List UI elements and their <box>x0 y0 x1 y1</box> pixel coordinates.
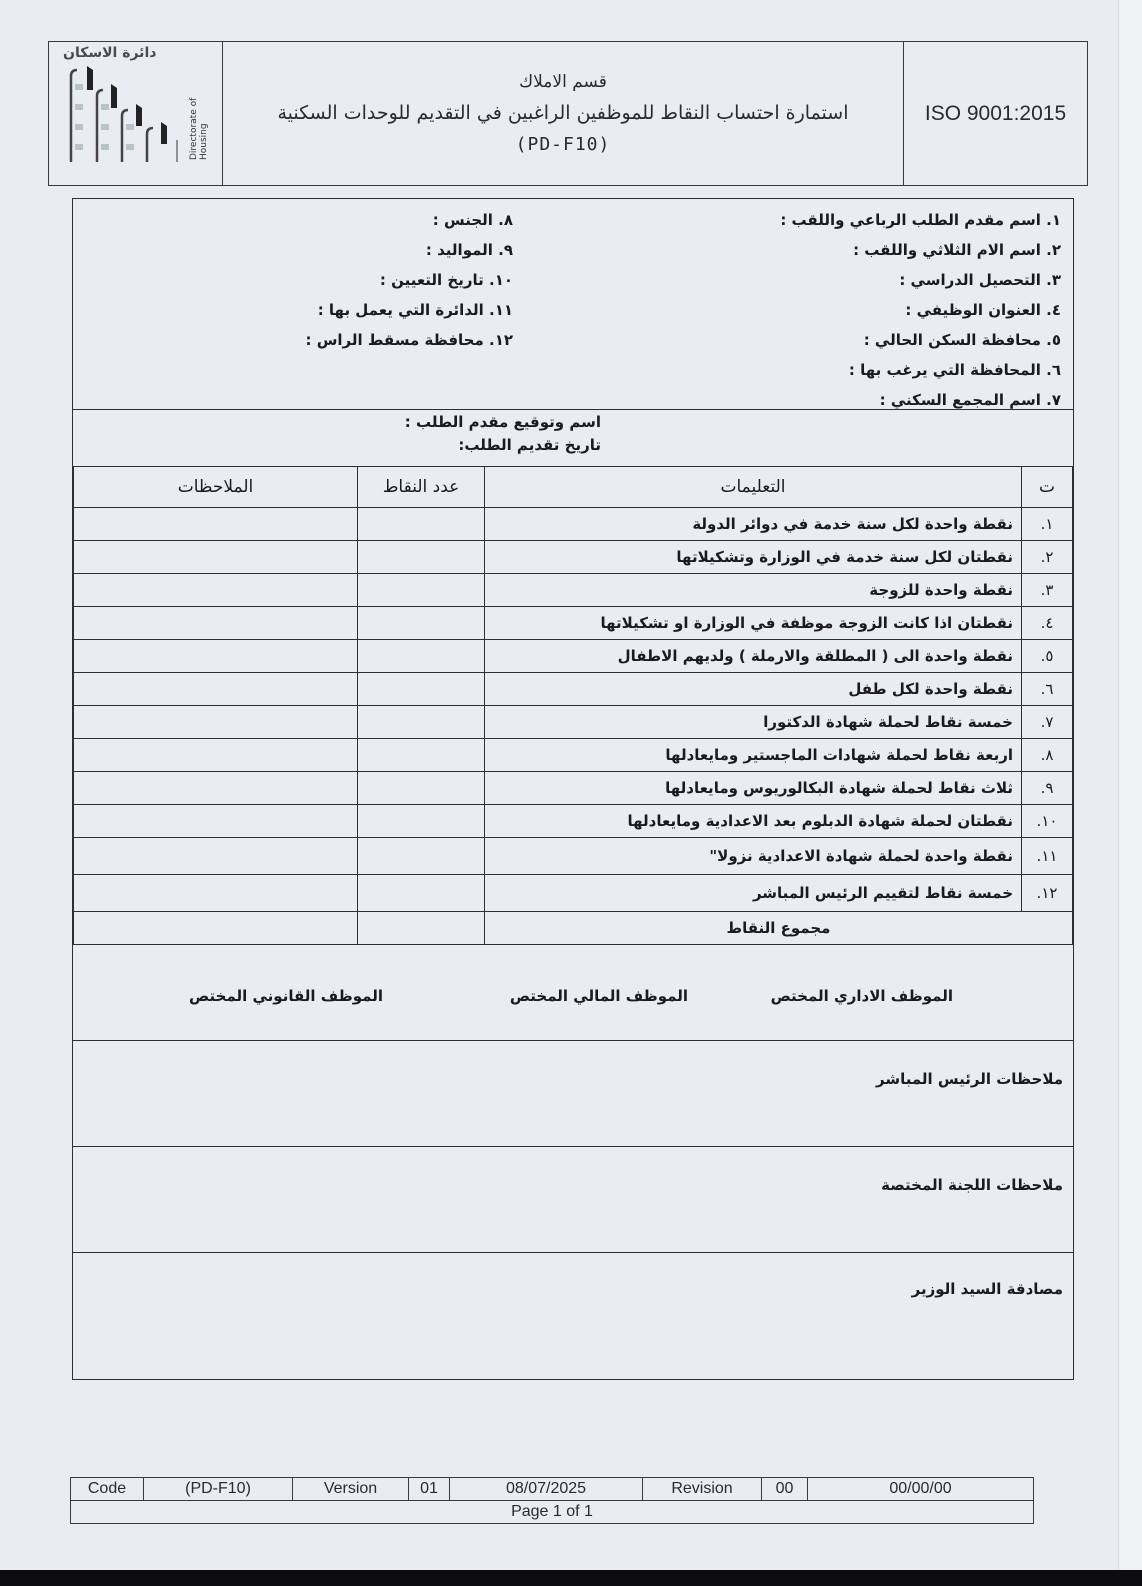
revision-date: 00/00/00 <box>808 1478 1034 1501</box>
field-submission-date[interactable]: تاريخ تقديم الطلب: <box>458 436 601 454</box>
row-instruction: نقطة واحدة لكل سنة خدمة في دوائر الدولة <box>485 508 1022 541</box>
row-points-cell[interactable] <box>358 640 485 673</box>
supervisor-notes-section[interactable] <box>73 1042 1073 1147</box>
row-points-cell[interactable] <box>358 772 485 805</box>
administrative-officer: الموظف الاداري المختص <box>770 987 953 1005</box>
department-name: قسم الاملاك <box>519 72 607 92</box>
row-instruction: نقطتان اذا كانت الزوجة موظفة في الوزارة او تشكيلاتها <box>485 607 1022 640</box>
row-points-cell[interactable] <box>358 838 485 875</box>
row-notes-cell[interactable] <box>74 673 358 706</box>
field-desired-governorate[interactable]: ٦. المحافظة التي يرغب بها : <box>848 361 1061 379</box>
row-seq: ١٠. <box>1022 805 1073 838</box>
row-seq: ٦. <box>1022 673 1073 706</box>
row-notes-cell[interactable] <box>74 640 358 673</box>
buildings-logo-icon <box>65 64 185 164</box>
row-instruction: نقطتان لكل سنة خدمة في الوزارة وتشكيلاتها <box>485 541 1022 574</box>
document-control-footer <box>70 1477 1034 1524</box>
financial-officer: الموظف المالي المختص <box>509 987 688 1005</box>
form-title: استمارة احتساب النقاط للموظفين الراغبين في التقديم للوحدات السكنية <box>277 102 849 124</box>
row-instruction: نقطتان لحملة شهادة الدبلوم بعد الاعدادية ومايعادلها <box>485 805 1022 838</box>
minister-approval-label: مصادقة السيد الوزير <box>911 1280 1063 1298</box>
header-notes: الملاحظات <box>74 467 358 508</box>
code-label: Code <box>71 1478 144 1501</box>
table-row <box>74 875 1073 912</box>
page-number: Page 1 of 1 <box>71 1501 1034 1524</box>
version-date: 08/07/2025 <box>450 1478 643 1501</box>
row-points-cell[interactable] <box>358 739 485 772</box>
row-points-cell[interactable] <box>358 805 485 838</box>
field-birth-date[interactable]: ٩. المواليد : <box>425 241 513 259</box>
document-header <box>48 41 1088 186</box>
applicant-fields-left <box>305 205 513 355</box>
supervisor-notes-label: ملاحظات الرئيس المباشر <box>876 1070 1063 1088</box>
field-applicant-name[interactable]: ١. اسم مقدم الطلب الرباعي واللقب : <box>780 211 1061 229</box>
row-seq: ٨. <box>1022 739 1073 772</box>
iso-standard: ISO 9001:2015 <box>924 101 1067 125</box>
field-mother-name[interactable]: ٢. اسم الام الثلاثي واللقب : <box>853 241 1061 259</box>
title-block <box>223 42 904 185</box>
points-table <box>73 466 1073 945</box>
field-department[interactable]: ١١. الدائرة التي يعمل بها : <box>317 301 513 319</box>
applicant-fields-right <box>780 205 1061 415</box>
row-seq: ٢. <box>1022 541 1073 574</box>
row-instruction: ثلاث نقاط لحملة شهادة البكالوريوس ومايعادلها <box>485 772 1022 805</box>
row-notes-cell[interactable] <box>74 607 358 640</box>
row-points-cell[interactable] <box>358 541 485 574</box>
row-seq: ٩. <box>1022 772 1073 805</box>
table-row <box>74 574 1073 607</box>
row-seq: ٤. <box>1022 607 1073 640</box>
row-notes-cell[interactable] <box>74 574 358 607</box>
row-instruction: نقطة واحدة الى ( المطلقة والارملة ) ولديهم الاطفال <box>485 640 1022 673</box>
revision-value: 00 <box>762 1478 808 1501</box>
points-form <box>72 198 1074 1380</box>
row-seq: ١١. <box>1022 838 1073 875</box>
row-seq: ١. <box>1022 508 1073 541</box>
total-row <box>74 912 1073 945</box>
field-education[interactable]: ٣. التحصيل الدراسي : <box>899 271 1061 289</box>
row-notes-cell[interactable] <box>74 875 358 912</box>
table-row <box>74 607 1073 640</box>
field-residential-complex[interactable]: ٧. اسم المجمع السكني : <box>879 391 1061 409</box>
row-notes-cell[interactable] <box>74 805 358 838</box>
row-instruction: نقطة واحدة لكل طفل <box>485 673 1022 706</box>
table-row <box>74 805 1073 838</box>
logo-subtitle: Directorate of Housing <box>189 97 209 160</box>
row-seq: ٧. <box>1022 706 1073 739</box>
table-row <box>74 772 1073 805</box>
header-points: عدد النقاط <box>358 467 485 508</box>
committee-notes-label: ملاحظات اللجنة المختصة <box>881 1176 1063 1194</box>
row-notes-cell[interactable] <box>74 706 358 739</box>
code-value: (PD-F10) <box>144 1478 293 1501</box>
row-points-cell[interactable] <box>358 875 485 912</box>
officers-section <box>73 956 1073 1041</box>
version-value: 01 <box>409 1478 450 1501</box>
header-instructions: التعليمات <box>485 467 1022 508</box>
table-header-row <box>74 467 1073 508</box>
row-points-cell[interactable] <box>358 574 485 607</box>
table-row <box>74 706 1073 739</box>
field-job-title[interactable]: ٤. العنوان الوظيفي : <box>905 301 1061 319</box>
scan-edge <box>1118 0 1142 1570</box>
table-row <box>74 739 1073 772</box>
minister-approval-section[interactable] <box>73 1252 1073 1379</box>
header-seq: ت <box>1022 467 1073 508</box>
field-appointment-date[interactable]: ١٠. تاريخ التعيين : <box>379 271 513 289</box>
scan-bottom-band <box>0 1570 1142 1586</box>
row-notes-cell[interactable] <box>74 838 358 875</box>
form-code: (PD-F10) <box>515 134 611 155</box>
logo-title: دائرة الاسكان <box>63 45 157 61</box>
row-points-cell[interactable] <box>358 673 485 706</box>
field-birthplace-governorate[interactable]: ١٢. محافظة مسقط الراس : <box>305 331 513 349</box>
row-instruction: نقطة واحدة لحملة شهادة الاعدادية نزولا" <box>485 838 1022 875</box>
row-notes-cell[interactable] <box>74 508 358 541</box>
row-points-cell[interactable] <box>358 508 485 541</box>
field-current-governorate[interactable]: ٥. محافظة السكن الحالي : <box>863 331 1061 349</box>
revision-label: Revision <box>643 1478 762 1501</box>
total-label: مجموع النقاط <box>485 912 1073 945</box>
version-label: Version <box>293 1478 409 1501</box>
applicant-info-section <box>73 199 1073 410</box>
row-instruction: خمسة نقاط لحملة شهادة الدكتورا <box>485 706 1022 739</box>
table-row <box>74 541 1073 574</box>
row-seq: ١٢. <box>1022 875 1073 912</box>
table-row <box>74 838 1073 875</box>
row-points-cell[interactable] <box>358 706 485 739</box>
field-gender[interactable]: ٨. الجنس : <box>432 211 513 229</box>
row-notes-cell[interactable] <box>74 541 358 574</box>
signature-section <box>73 409 1073 467</box>
row-seq: ٣. <box>1022 574 1073 607</box>
table-row <box>74 673 1073 706</box>
row-points-cell[interactable] <box>358 607 485 640</box>
row-instruction: خمسة نقاط لتقييم الرئيس المباشر <box>485 875 1022 912</box>
row-instruction: اربعة نقاط لحملة شهادات الماجستير ومايعادلها <box>485 739 1022 772</box>
logo <box>49 42 223 185</box>
row-notes-cell[interactable] <box>74 772 358 805</box>
total-notes-cell[interactable] <box>74 912 358 945</box>
table-row <box>74 640 1073 673</box>
total-points-cell[interactable] <box>358 912 485 945</box>
legal-officer: الموظف القانوني المختص <box>189 987 383 1005</box>
field-applicant-signature[interactable]: اسم وتوقيع مقدم الطلب : <box>404 413 601 431</box>
row-instruction: نقطة واحدة للزوجة <box>485 574 1022 607</box>
table-row <box>74 508 1073 541</box>
row-notes-cell[interactable] <box>74 739 358 772</box>
row-seq: ٥. <box>1022 640 1073 673</box>
committee-notes-section[interactable] <box>73 1148 1073 1253</box>
